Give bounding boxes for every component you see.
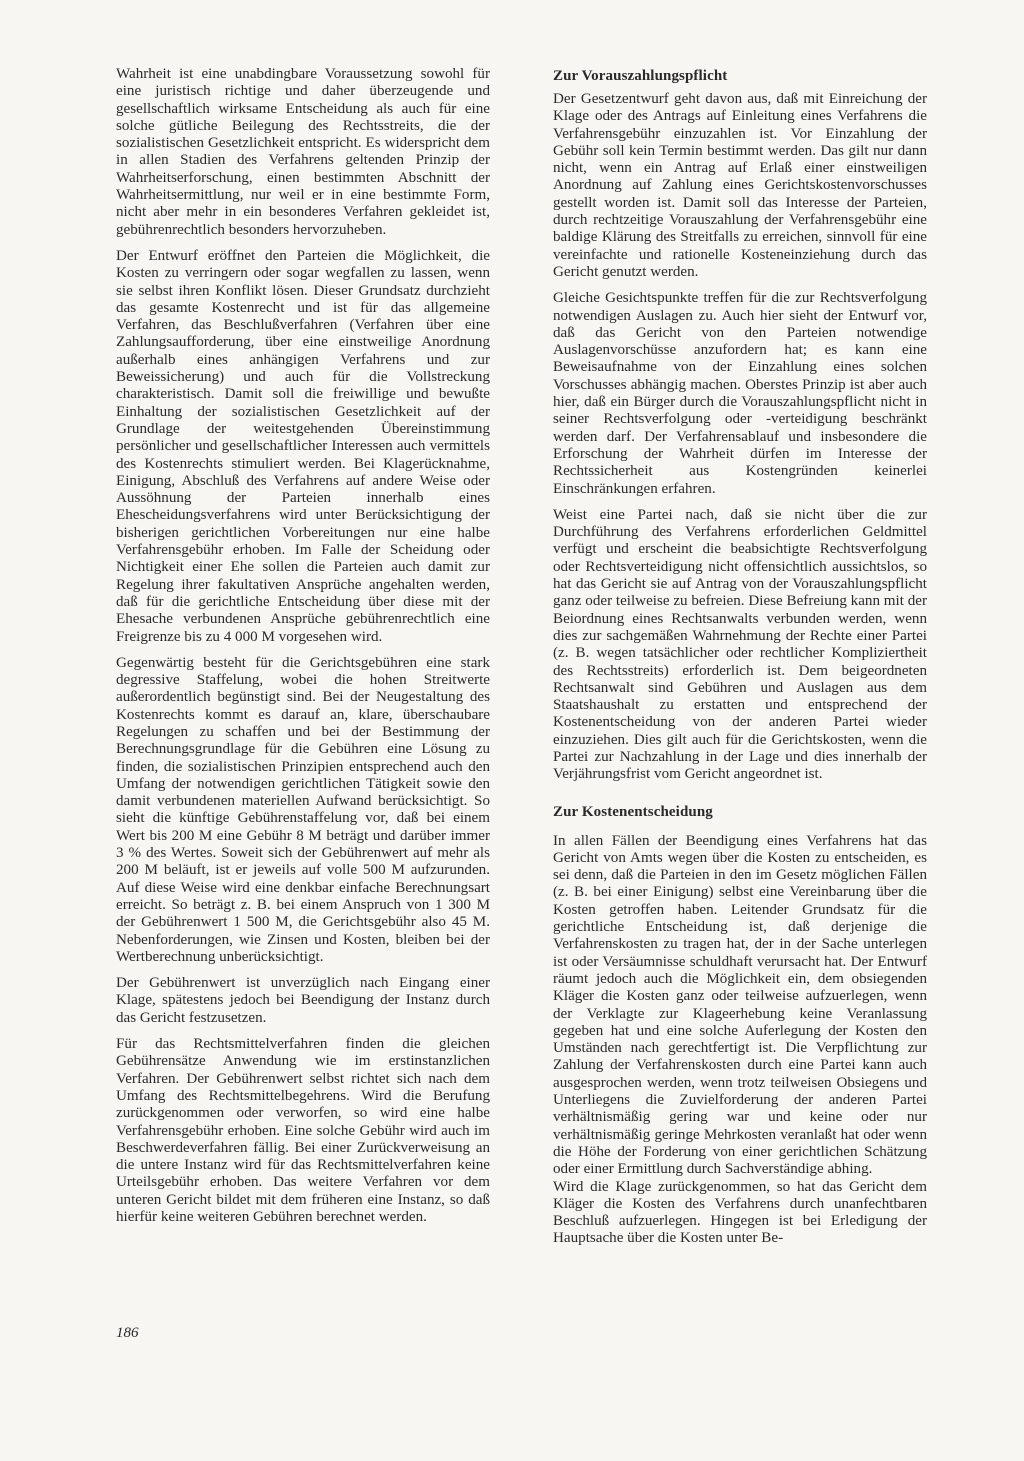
- right-column: [553, 68, 927, 1257]
- paragraph: Wahrheit ist eine unabdingbare Voraussetzung sowohl für eine juristisch richtige und daher überzeugende und gesellschaftlich wirksame Entscheidung als auch für eine solche gütliche Beilegung des Rechtsstreits, die der sozialistischen Gesetzlichkeit entspricht. Es widerspricht dem in allen Stadien des Verfahrens geltenden Prinzip der Wahrheitserforschung, einen bestimmten Abschnitt der Wahrheitsermittlung, nur weil er in eine bestimmte Form, nicht aber mehr in ein besonderes Verfahren gekleidet ist, gebührenrechtlich besonders hervorzuheben.: [116, 66, 490, 238]
- section-heading-vorauszahlungspflicht: Zur Vorauszahlungspflicht: [553, 68, 728, 84]
- paragraph: Gleiche Gesichtspunkte treffen für die zur Rechtsverfolgung notwendigen Auslagen zu. Auch hier sieht der Entwurf vor, daß das Gericht von den Parteien notwendige Auslagenvorschüsse anzufordern hat; es kann eine Beweisaufnahme von der Einzahlung eines solchen Vorschusses abhängig machen. Oberstes Prinzip ist aber auch hier, daß ein Bürger durch die Vorauszahlungspflicht nicht in seiner Rechtsverfolgung oder -verteidigung beschränkt werden darf. Der Verfahrensablauf und insbesondere die Erforschung der Wahrheit dürfen im Interesse der Rechtssicherheit aus Kostengründen keinerlei Einschränkungen erfahren.: [553, 290, 927, 497]
- paragraph: Gegenwärtig besteht für die Gerichtsgebühren eine stark degressive Staffelung, wobei die hohen Streitwerte außerordentlich begünstigt sind. Bei der Neugestaltung des Kostenrechts kommt es darauf an, klare, überschaubare Regelungen zu schaffen und bei der Bestimmung der Berechnungsgrundlage für die Gebühren eine Lösung zu finden, die sozialistischen Prinzipien entsprechend auch den Umfang der notwendigen gerichtlichen Tätigkeit sowie den damit verbundenen materiellen Aufwand berücksichtigt. So sieht die künftige Gebührenstaffelung vor, daß bei einem Wert bis 200 M eine Gebühr 8 M beträgt und darüber immer 3 % des Wertes. Soweit sich der Gebührenwert auf mehr als 200 M beläuft, ist er jeweils auf volle 500 M aufzurunden. Auf diese Weise wird eine denkbar einfache Berechnungsart erreicht. So beträgt z. B. bei einem Anspruch von 1 300 M der Gebührenwert 1 500 M, die Gerichtsgebühr also 45 M. Nebenforderungen, wie Zinsen und Kosten, bleiben bei der Wertberechnung unberücksichtigt.: [116, 654, 490, 965]
- paragraph: Wird die Klage zurückgenommen, so hat das Gericht dem Kläger die Kosten des Verfahrens durch unanfechtbaren Beschluß aufzuerlegen. Hingegen ist bei Erledigung der Hauptsache über die Kosten unter Be-: [553, 1178, 927, 1247]
- paragraph: Der Entwurf eröffnet den Parteien die Möglichkeit, die Kosten zu verringern oder sogar wegfallen zu lassen, wenn sie selbst ihren Konflikt lösen. Dieser Grundsatz durchzieht das gesamte Kostenrecht und ist für das allgemeine Verfahren, das Beschlußverfahren (Verfahren über eine Zahlungsaufforderung, über eine einstweilige Anordnung außerhalb eines anhängigen Verfahrens und zur Beweissicherung) und auch für die Vollstreckung charakteristisch. Damit soll die freiwillige und bewußte Einhaltung der sozialistischen Gesetzlichkeit auf der Grundlage der weitestgehenden Übereinstimmung persönlicher und gesellschaftlicher Interessen auch vermittels des Kostenrechts stimuliert werden. Bei Klagerücknahme, Einigung, Abschluß des Verfahrens auf andere Weise oder Aussöhnung der Parteien innerhalb eines Ehescheidungsverfahrens wird unter Berücksichtigung der bisherigen gerichtlichen Vorbereitungen nur eine halbe Verfahrensgebühr erhoben. Im Falle der Scheidung oder Nichtigkeit einer Ehe sollen die Parteien auch damit zur Regelung ihrer fakultativen Ansprüche angehalten werden, daß für die gerichtliche Entscheidung über diese mit der Ehesache verbundenen Ansprüche gebührenrechtlich eine Freigrenze bis zu 4 000 M vorgesehen wird.: [116, 247, 490, 645]
- paragraph: In allen Fällen der Beendigung eines Verfahrens hat das Gericht von Amts wegen über die Kosten zu entscheiden, es sei denn, daß die Parteien in den im Gesetz möglichen Fällen (z. B. bei einer Einigung) selbst eine Vereinbarung über die Kosten getroffen haben. Leitender Grundsatz für die gerichtliche Entscheidung ist, daß derjenige die Verfahrenskosten zu tragen hat, der in der Sache unterlegen ist oder Versäumnisse schuldhaft verursacht hat. Der Entwurf räumt jedoch auch die Möglichkeit ein, dem obsiegenden Kläger die Kosten ganz oder teilweise aufzuerlegen, wenn der Verklagte zur Klageerhebung keine Veranlassung gegeben hat und eine solche Auferlegung der Kosten den Umständen nach gerechtfertigt ist. Die Verpflichtung zur Zahlung der Verfahrenskosten durch eine Partei kann auch ausgesprochen werden, wenn trotz teilweisen Obsiegens und Unterliegens die Zuvielforderung der anderen Partei verhältnismäßig gering war und keine oder nur verhältnismäßig geringe Mehrkosten veranlaßt hat oder wenn die Höhe der Forderung von einer gerichtlichen Schätzung oder einer Ermittlung durch Sachverständige abhing.: [553, 832, 927, 1178]
- paragraph: Für das Rechtsmittelverfahren finden die gleichen Gebührensätze Anwendung wie im erstinstanzlichen Verfahren. Der Gebührenwert selbst richtet sich nach dem Umfang des Rechtsmittelbegehrens. Wird die Berufung zurückgenommen oder verworfen, so wird eine halbe Verfahrensgebühr erhoben. Eine solche Gebühr wird auch im Beschwerdeverfahren fällig. Bei einer Zurückverweisung an die untere Instanz wird für das Rechtsmittelverfahren keine Urteilsgebühr erhoben. Das weitere Verfahren vor dem unteren Gericht bildet mit dem früheren eine Instanz, so daß hierfür keine weiteren Gebühren berechnet werden.: [116, 1036, 490, 1225]
- paragraph: Weist eine Partei nach, daß sie nicht über die zur Durchführung des Verfahrens erforderlichen Geldmittel verfügt und erscheint die beabsichtigte Rechtsverfolgung oder Rechtsverteidigung nicht offensichtlich aussichtslos, so hat das Gericht sie auf Antrag von der Vorauszahlungspflicht ganz oder teilweise zu befreien. Diese Befreiung kann mit der Beiordnung eines Rechtsanwalts verbunden werden, wenn dies zur sachgemäßen Wahrnehmung der Rechte einer Partei (z. B. wegen tatsächlicher oder rechtlicher Kompliziertheit des Rechtsstreits) erforderlich ist. Dem beigeordneten Rechtsanwalt sind Gebühren und Auslagen aus dem Staatshaushalt zu erstatten und entsprechend der Kostenentscheidung von der anderen Partei wieder einzuziehen. Dies gilt auch für die Gerichtskosten, wenn die Partei zur Nachzahlung in der Lage und dies innerhalb der Verjährungsfrist vom Gericht angeordnet ist.: [553, 506, 927, 783]
- paragraph: Der Gebührenwert ist unverzüglich nach Eingang einer Klage, spätestens jedoch bei Beendigung der Instanz durch das Gericht festzusetzen.: [116, 975, 490, 1026]
- left-column: [116, 66, 490, 1235]
- paragraph: Der Gesetzentwurf geht davon aus, daß mit Einreichung der Klage oder des Antrags auf Einleitung eines Verfahrens die Verfahrensgebühr einzuzahlen ist. Vor Einzahlung der Gebühr soll kein Termin bestimmt werden. Das gilt nur dann nicht, wenn ein Antrag auf Erlaß einer einstweiligen Anordnung auf Zahlung eines Gerichtskostenvorschusses gestellt worden ist. Damit soll das Interesse der Parteien, durch rechtzeitige Vorauszahlung der Verfahrensgebühr eine baldige Klärung des Streitfalls zu erreichen, sinnvoll für eine vereinfachte und rationelle Kosteneinziehung durch das Gericht genutzt werden.: [553, 91, 927, 280]
- section-heading-kostenentscheidung: Zur Kostenentscheidung: [553, 803, 713, 820]
- page-number: 186: [116, 1325, 139, 1341]
